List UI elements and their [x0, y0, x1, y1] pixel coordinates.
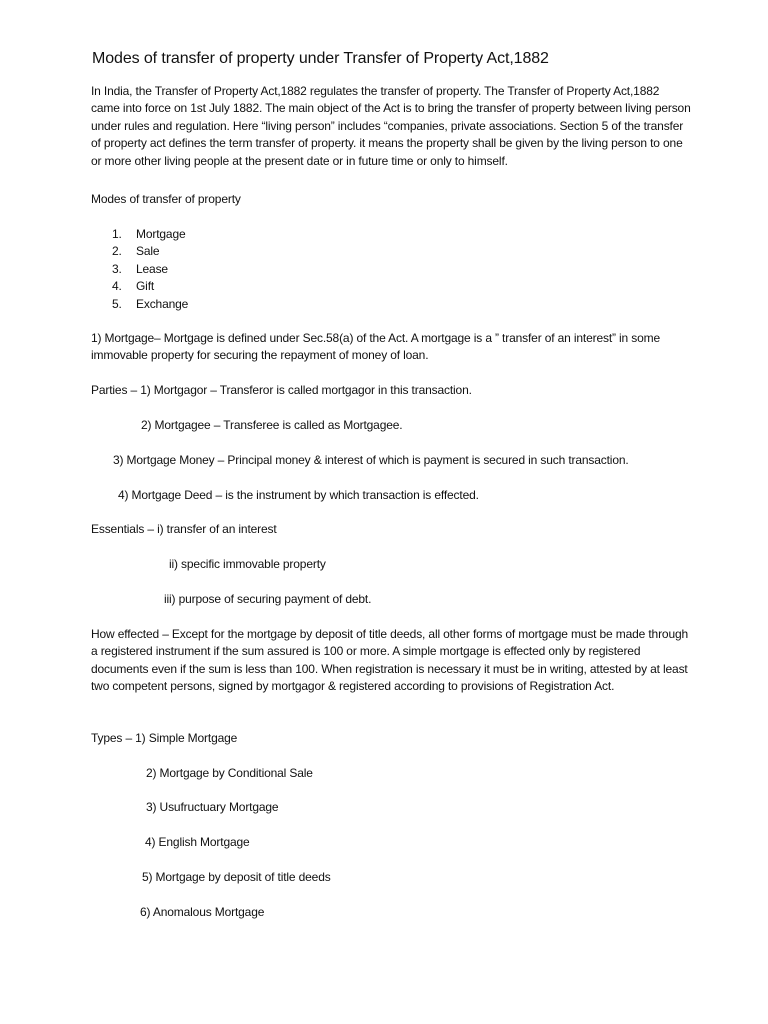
list-number: 4. [112, 279, 122, 294]
types-line-2: 2) Mortgage by Conditional Sale [146, 766, 313, 780]
list-number: 1. [112, 227, 122, 241]
types-line-1: Types – 1) Simple Mortgage [91, 731, 238, 745]
list-number: 2. [112, 244, 122, 259]
list-label: Mortgage [136, 227, 186, 241]
parties-line-3: 3) Mortgage Money – Principal money & interest of which is payment is secured in such transaction. [113, 453, 629, 467]
essentials-line-1: Essentials – i) transfer of an interest [91, 522, 277, 536]
list-label: Exchange [136, 296, 189, 311]
types-line-5: 5) Mortgage by deposit of title deeds [142, 870, 331, 884]
list-item [112, 296, 188, 313]
list-item [112, 278, 188, 295]
list-item [112, 226, 188, 243]
list-number: 3. [112, 261, 122, 276]
list-label: Lease [136, 261, 168, 276]
list-item [112, 243, 188, 260]
types-line-6: 6) Anomalous Mortgage [140, 905, 265, 919]
list-label: Gift [136, 279, 155, 294]
how-effected-paragraph: How effected – Except for the mortgage by deposit of title deeds, all other forms of mortgage must be made through a registered instrument if the sum assured is 100 or more. A simple mortgage is effected only by registered documents even if the sum is less than 100. When registration is necessary it must be in writing, attested by at least two competent persons, signed by mortgagor & registered according to provisions of Registration Act. [91, 627, 689, 694]
list-number: 5. [112, 296, 122, 311]
mortgage-definition: 1) Mortgage– Mortgage is defined under Sec.58(a) of the Act. A mortgage is a ” transfer of an interest” in some immovable property for securing the repayment of money of loan. [91, 331, 660, 363]
essentials-line-3: iii) purpose of securing payment of debt. [164, 592, 372, 606]
page-title: Modes of transfer of property under Transfer of Property Act,1882 [92, 50, 549, 67]
essentials-line-2: ii) specific immovable property [169, 557, 326, 571]
list-label: Sale [136, 244, 160, 259]
parties-line-2: 2) Mortgagee – Transferee is called as Mortgagee. [141, 418, 403, 432]
types-line-3: 3) Usufructuary Mortgage [146, 800, 279, 814]
intro-paragraph: In India, the Transfer of Property Act,1882 regulates the transfer of property. The Transfer of Property Act,1882 came into force on 1st July 1882. The main object of the Act is to bring the transfer of property between living person under rules and regulation. Here “living person” includes “companies, private associations. Section 5 of the transfer of property act defines the term transfer of property. it means the property shall be given by the living person to one or more other living people at the present date or in future time or only to himself. [91, 84, 691, 168]
modes-list [112, 226, 188, 313]
modes-heading: Modes of transfer of property [91, 192, 241, 206]
types-line-4: 4) English Mortgage [145, 835, 250, 849]
parties-line-4: 4) Mortgage Deed – is the instrument by which transaction is effected. [118, 488, 479, 502]
parties-line-1: Parties – 1) Mortgagor – Transferor is called mortgagor in this transaction. [91, 383, 472, 397]
list-item [112, 261, 188, 278]
